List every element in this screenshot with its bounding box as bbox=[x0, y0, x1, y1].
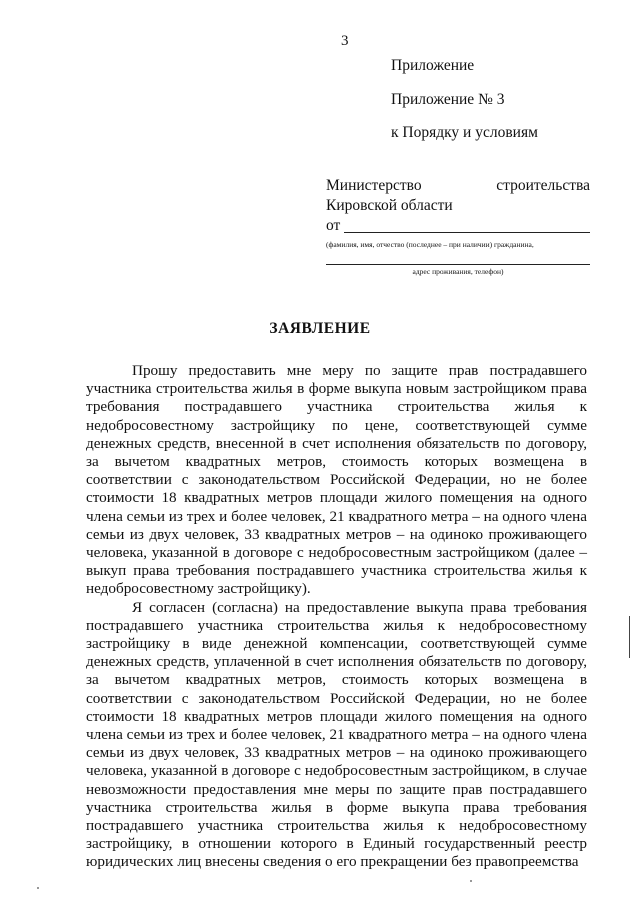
applicant-address-field[interactable] bbox=[326, 251, 590, 265]
addressee-block bbox=[326, 176, 590, 277]
scan-edge-mark bbox=[629, 616, 630, 658]
appendix-reference: к Порядку и условиям bbox=[391, 124, 538, 141]
appendix-label: Приложение bbox=[391, 57, 475, 74]
page-number: 3 bbox=[341, 33, 349, 49]
from-label: от bbox=[326, 217, 341, 234]
paragraph-request: Прошу предоставить мне меру по защите прав пострадавшего участника строительства жилья в форме выкупа новым застройщиком права требования пострадавшего участника строительства жилья к недобросовестному застройщику по цене, соответствующей сумме денежных средств, внесенной в счет исполнения обязательств по договору, за вычетом квадратных метров, стоимость которых возмещена в соответствии с законодательством Российской Федерации, но не более стоимости 18 квадратных метров площади жилого помещения на одного члена семьи из трех и более человек, 21 квадратного метра – на одного члена семьи из двух человек, 33 квадратных метров – на одиноко проживающего человека, указанной в договоре с недобросовестным застройщиком (далее – выкуп права требования пострадавшего участника строительства жилья к недобросовестному застройщику). bbox=[86, 362, 587, 598]
scan-speck bbox=[37, 887, 39, 889]
name-hint: (фамилия, имя, отчество (последнее – при наличии) гражданина, bbox=[326, 240, 534, 249]
addressee-organization: Министерство строительства Кировской области bbox=[326, 177, 590, 214]
address-hint: адрес проживания, телефон) bbox=[412, 267, 504, 276]
appendix-number: Приложение № 3 bbox=[391, 91, 505, 108]
document-title: ЗАЯВЛЕНИЕ bbox=[269, 320, 371, 337]
scan-speck bbox=[470, 880, 472, 882]
applicant-name-field[interactable] bbox=[344, 232, 590, 233]
from-line bbox=[326, 216, 590, 236]
paragraph-consent: Я согласен (согласна) на предоставление выкупа права требования пострадавшего участника строительства жилья к недобросовестному застройщику в виде денежной компенсации, соответствующей сумме денежных средств, уплаченной в счет исполнения обязательств по договору, за вычетом квадратных метров, стоимость которых возмещена в соответствии с законодательством Российской Федерации, но не более стоимости 18 квадратных метров площади жилого помещения на одного члена семьи из трех и более человек, 21 квадратного метра – на одного члена семьи из двух человек, 33 квадратных метров – на одиноко проживающего человека, указанной в договоре с недобросовестным застройщиком, в случае невозможности предоставления мне меры по защите прав пострадавшего участника строительства жилья в форме выкупа права требования пострадавшего участника строительства жилья к недобросовестному застройщику, в отношении которого в Единый государственный реестр юридических лиц внесены сведения о его прекращении без правопреемства bbox=[86, 598, 587, 871]
statement-body bbox=[86, 362, 587, 872]
